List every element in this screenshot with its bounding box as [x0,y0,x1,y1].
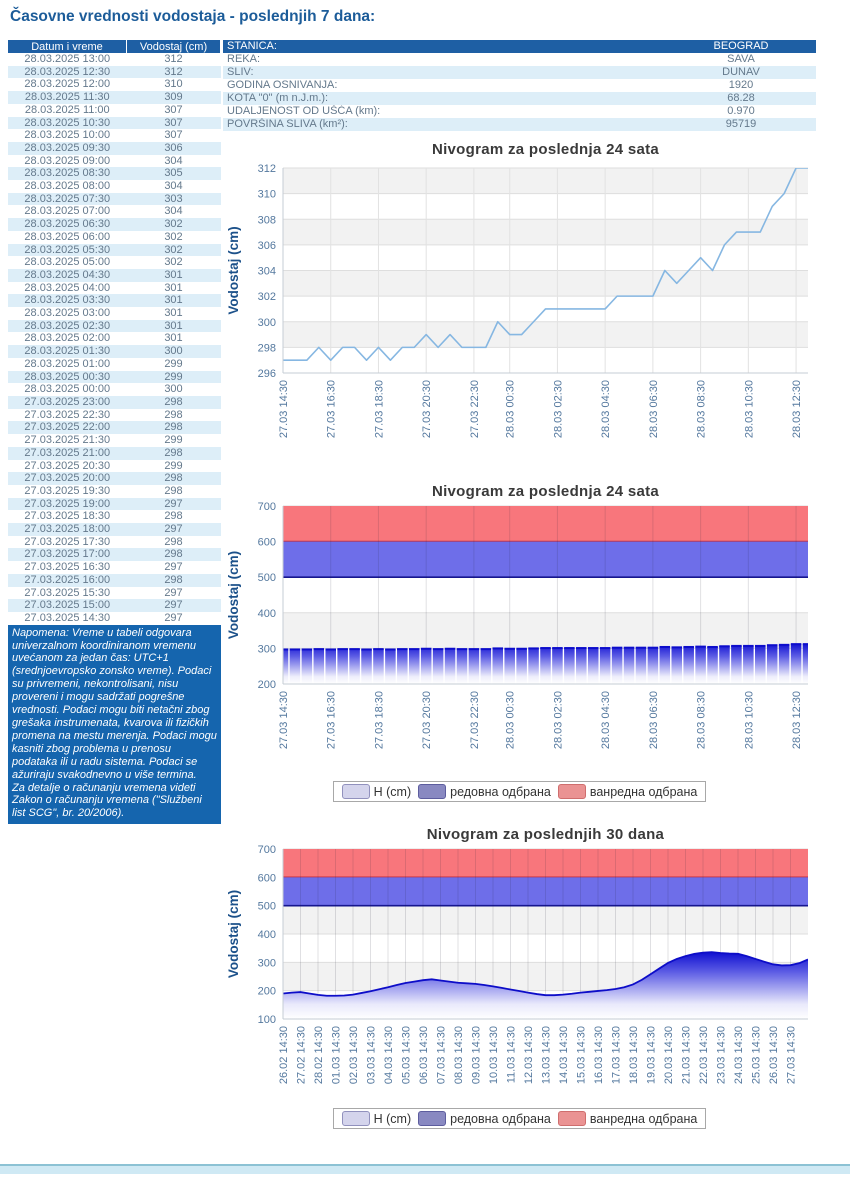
y-tick-label: 310 [257,188,276,201]
table-row: 28.03.2025 10:00 307 [24,129,183,142]
x-tick-label: 08.03 14:30 [453,1026,465,1085]
hourly-table-header-row [8,40,221,53]
x-tick-label: 26.02 14:30 [278,1026,290,1085]
table-row: 28.03.2025 12:30 312 [8,66,221,79]
y-tick-label: 200 [257,679,276,691]
x-tick-label: 05.03 14:30 [400,1026,413,1085]
table-row: 28.03.2025 12:00 310 [24,78,183,91]
table-row: 28.03.2025 08:00 304 [24,180,183,193]
x-tick-label: 28.03 00:30 [504,691,517,750]
hourly-header-datetime: Datum i vreme [8,40,127,53]
legend-item: ванредна одбрана [558,784,698,799]
x-tick-label: 28.03 06:30 [647,691,660,750]
y-axis-title: Vodostaj (cm) [226,550,241,640]
station-row: UDALJENOST OD UŠĆA (km): 0.970 [227,105,755,117]
y-tick-label: 300 [257,957,276,970]
x-tick-label: 16.03 14:30 [593,1026,605,1085]
chart-legend [223,781,816,802]
chart-svg [223,160,816,464]
table-row: 27.03.2025 20:30 299 [24,459,183,472]
table-row: 28.03.2025 03:30 301 [8,294,221,307]
table-row: 27.03.2025 18:00 297 [8,523,221,536]
y-tick-label: 304 [257,265,276,278]
chart-title: Nivogram za poslednjih 30 dana [426,826,665,843]
x-tick-label: 15.03 14:30 [575,1026,588,1085]
legend-item: редовна одбрана [418,784,551,799]
x-tick-label: 17.03 14:30 [610,1026,623,1085]
x-tick-label: 22.03 14:30 [698,1026,710,1085]
y-tick-label: 600 [257,536,276,549]
x-tick-label: 27.02 14:30 [295,1026,308,1085]
table-row: 28.03.2025 06:00 302 [24,230,183,243]
x-tick-label: 28.03 04:30 [600,691,613,750]
station-table [223,40,816,131]
y-tick-label: 600 [257,872,276,885]
station-row: REKA: SAVA [227,53,755,65]
x-tick-label: 28.03 10:30 [743,380,756,439]
y-tick-label: 700 [257,501,276,513]
table-row: 28.03.2025 03:00 301 [24,307,183,320]
table-row: 28.03.2025 01:30 300 [8,345,221,358]
page-title: Časovne vrednosti vodostaja - poslednjih 7 dana: [10,8,376,25]
chart-series [278,644,814,684]
x-tick-label: 28.03 08:30 [695,380,708,439]
x-tick-label: 27.03 14:30 [785,1026,798,1085]
chart-24h-bands [223,483,816,802]
legend-item: ванредна одбрана [558,1111,698,1126]
x-tick-label: 20.03 14:30 [663,1026,675,1085]
legend-swatch-icon [342,1111,370,1126]
table-row: 28.03.2025 06:30 302 [8,218,221,231]
chart-title: Nivogram za poslednja 24 sata [431,483,660,500]
y-tick-label: 400 [257,929,276,941]
legend-swatch-icon [558,784,586,799]
table-row: 28.03.2025 04:00 301 [24,281,183,294]
table-row: 28.03.2025 13:00 312 [24,53,183,65]
y-tick-label: 500 [257,572,276,585]
table-row: 27.03.2025 15:30 297 [24,586,183,599]
x-tick-label: 10.03 14:30 [488,1026,500,1085]
legend-swatch-icon [418,1111,446,1126]
table-row: 28.03.2025 07:00 304 [24,205,183,218]
table-row: 28.03.2025 05:00 302 [24,256,183,269]
table-row: 28.03.2025 00:30 299 [8,371,221,384]
x-tick-label: 06.03 14:30 [418,1026,430,1085]
x-tick-label: 28.03 02:30 [552,380,565,439]
x-tick-label: 28.03 00:30 [504,380,517,439]
x-tick-label: 24.03 14:30 [733,1026,745,1085]
x-tick-label: 04.03 14:30 [383,1026,395,1085]
x-tick-label: 27.03 18:30 [373,380,386,439]
table-row: 27.03.2025 14:30 297 [24,611,183,624]
x-tick-label: 27.03 14:30 [278,380,290,439]
x-tick-label: 27.03 22:30 [468,380,481,439]
chart-legend [223,1108,816,1129]
table-row: 28.03.2025 00:00 300 [24,383,183,396]
table-row: 27.03.2025 21:30 299 [24,434,183,447]
x-tick-label: 27.03 20:30 [421,380,434,439]
table-row: 27.03.2025 15:00 297 [8,599,221,612]
x-tick-label: 19.03 14:30 [645,1026,658,1085]
chart-24h-line [223,141,816,469]
table-row: 28.03.2025 04:30 301 [8,269,221,282]
y-tick-label: 300 [257,316,276,329]
legend-item: H (cm) [342,1111,412,1126]
y-tick-label: 400 [257,607,276,620]
legend-swatch-icon [558,1111,586,1126]
x-tick-label: 25.03 14:30 [750,1026,763,1085]
x-tick-label: 28.03 12:30 [791,691,804,750]
x-tick-label: 27.03 16:30 [325,380,338,439]
table-row: 27.03.2025 22:00 298 [8,421,221,434]
table-row: 28.03.2025 11:00 307 [24,103,183,116]
x-tick-label: 28.02 14:30 [313,1026,325,1085]
x-tick-label: 13.03 14:30 [540,1026,553,1085]
chart-30d-bands [223,826,816,1129]
legend-item: H (cm) [342,784,412,799]
y-axis-title: Vodostaj (cm) [226,226,241,315]
x-tick-label: 28.03 02:30 [552,691,565,750]
x-tick-label: 27.03 14:30 [278,691,290,750]
left-column [8,40,221,824]
x-tick-label: 28.03 08:30 [695,691,708,750]
x-tick-label: 18.03 14:30 [628,1026,640,1085]
bottom-divider-bar [0,1164,850,1174]
x-tick-label: 28.03 04:30 [600,380,613,439]
page [0,8,850,1178]
x-tick-label: 27.03 18:30 [373,691,386,750]
table-row: 27.03.2025 20:00 298 [8,472,221,485]
table-row: 27.03.2025 19:30 298 [24,484,183,497]
note-box [8,625,221,825]
hourly-table [8,40,221,625]
x-tick-label: 27.03 22:30 [468,691,481,750]
right-column [223,40,850,1129]
chart-svg [223,500,816,776]
hourly-header-level: Vodostaj (cm) [127,40,221,53]
x-tick-label: 27.03 20:30 [421,691,434,750]
chart-svg [223,843,816,1103]
table-row: 28.03.2025 08:30 305 [8,167,221,180]
station-row: KOTA "0" (m n.J.m.): 68.28 [223,92,816,105]
y-tick-label: 296 [257,368,276,380]
table-row: 27.03.2025 21:00 298 [8,447,221,460]
x-tick-label: 03.03 14:30 [365,1026,378,1085]
table-row: 28.03.2025 02:30 301 [8,320,221,333]
table-row: 28.03.2025 07:30 303 [8,193,221,206]
table-row: 28.03.2025 09:30 306 [8,142,221,155]
content-row [0,40,850,1129]
table-row: 28.03.2025 01:00 299 [24,357,183,370]
chart-area [223,160,816,469]
table-row: 27.03.2025 22:30 298 [24,408,183,421]
legend-item: редовна одбрана [418,1111,551,1126]
x-tick-label: 02.03 14:30 [348,1026,360,1085]
y-tick-label: 500 [257,900,276,913]
table-row: 27.03.2025 17:30 298 [24,535,183,548]
station-row: SLIV: DUNAV [223,66,816,79]
y-axis-title: Vodostaj (cm) [226,889,241,979]
x-tick-label: 12.03 14:30 [523,1026,535,1085]
y-tick-label: 700 [257,844,276,856]
x-tick-label: 11.03 14:30 [505,1026,518,1084]
x-tick-label: 28.03 06:30 [647,380,660,439]
station-header-row: STANICA: BEOGRAD [223,40,816,53]
table-row: 28.03.2025 09:00 304 [24,154,183,167]
chart-title: Nivogram za poslednja 24 sata [431,141,660,158]
x-tick-label: 28.03 12:30 [791,380,804,439]
chart-area [223,500,816,781]
station-row: POVRŠINA SLIVA (km²): 95719 [223,118,816,131]
x-tick-label: 09.03 14:30 [470,1026,483,1085]
x-tick-label: 14.03 14:30 [558,1026,570,1085]
station-row: GODINA OSNIVANJA: 1920 [227,79,754,91]
x-tick-label: 21.03 14:30 [680,1026,693,1085]
note-paragraph: Za detalje o računanju vremena videti Zakon o računanju vremena ("Službeni list SCG", br. 20/2006). [12,781,202,820]
legend-swatch-icon [342,784,370,799]
x-tick-label: 27.03 16:30 [325,691,338,750]
y-tick-label: 312 [257,163,276,175]
x-tick-label: 28.03 10:30 [743,691,756,750]
table-row: 28.03.2025 05:30 302 [8,244,221,257]
table-row: 27.03.2025 17:00 298 [8,548,221,561]
chart-area [223,843,816,1108]
table-row: 28.03.2025 11:30 309 [8,91,221,104]
y-tick-label: 302 [257,291,276,304]
table-row: 27.03.2025 16:00 298 [8,574,221,587]
table-row: 28.03.2025 02:00 301 [24,332,183,345]
table-row: 27.03.2025 16:30 297 [24,561,183,574]
x-tick-label: 23.03 14:30 [715,1026,728,1085]
y-tick-label: 306 [257,239,276,252]
table-row: 28.03.2025 10:30 307 [8,117,221,130]
y-tick-label: 100 [257,1014,276,1026]
note-paragraph: Napomena: Vreme u tabeli odgovara univerzalnom koordiniranom vremenu uvećanom za jedan čas: UTC+1 (srednjoevropsko zonsko vreme). Podaci su privremeni, nekontrolisani, nisu provereni i mogu sadržati pogrešne vrednosti. Podaci mogu biti netačni zbog grešaka instrumenata, kvarova ili fizičkih promena na mestu merenja. Podaci mogu kasniti zbog problema u prenosu podataka ili u radu sistema. Podaci se ažuriraju svakodnevno u više termina. [12,626,217,781]
x-tick-label: 26.03 14:30 [768,1026,780,1085]
y-tick-label: 298 [257,342,276,355]
x-tick-label: 01.03 14:30 [330,1026,343,1085]
table-row: 27.03.2025 18:30 298 [24,510,183,523]
y-tick-label: 200 [257,985,276,998]
legend-swatch-icon [418,784,446,799]
table-row: 27.03.2025 23:00 298 [8,396,221,409]
y-tick-label: 308 [257,214,276,227]
x-tick-label: 07.03 14:30 [435,1026,448,1085]
table-row: 27.03.2025 19:00 297 [8,498,221,511]
y-tick-label: 300 [257,643,276,656]
